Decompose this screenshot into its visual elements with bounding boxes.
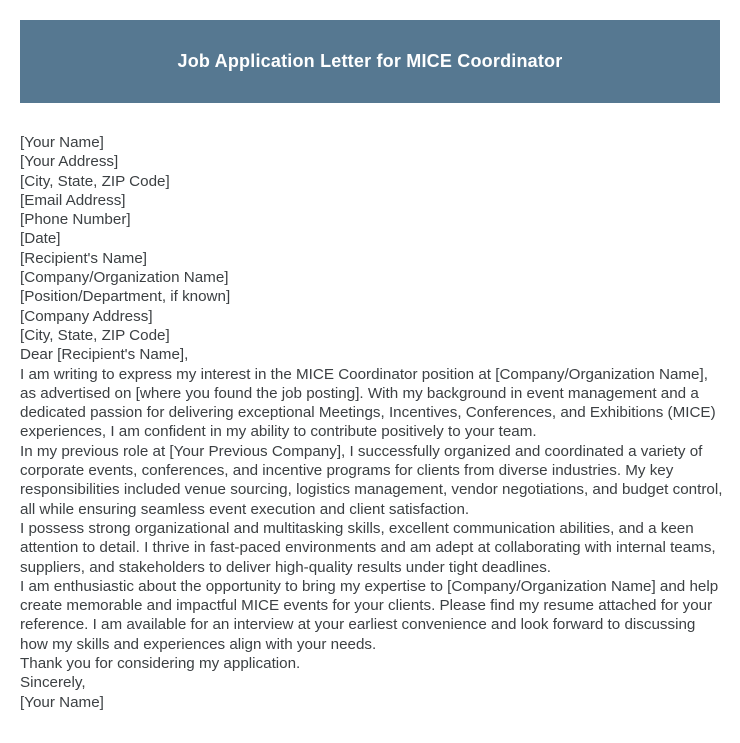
- letter-paragraph: I am writing to express my interest in the MICE Coordinator position at [Company/Organization Name], as advertised on [where you found the job posting]. With my background in event management and a dedicated passion for delivering exceptional Meetings, Incentives, Conferences, and Exhibitions (MICE) experiences, I am confident in my ability to contribute positively to your team.: [20, 365, 716, 441]
- address-line: [Recipient's Name]: [20, 249, 147, 267]
- salutation: Dear [Recipient's Name],: [20, 346, 189, 364]
- letter-paragraph: I am enthusiastic about the opportunity to bring my expertise to [Company/Organization Name] and help create memorable and impactful MICE events for your clients. Please find my resume attached for your reference. I am available for an interview at your earliest convenience and look forward to discussing how my skills and experiences align with your needs.: [20, 577, 719, 653]
- address-line: [Company/Organization Name]: [20, 269, 229, 287]
- page-title: Job Application Letter for MICE Coordinator: [177, 51, 563, 71]
- letter-paragraph: I possess strong organizational and multitasking skills, excellent communication abilities, and a keen attention to detail. I thrive in fast-paced environments and am adept at collaborating with internal teams, suppliers, and stakeholders to deliver high-quality results under tight deadlines.: [20, 519, 716, 576]
- address-line: [Phone Number]: [20, 211, 131, 229]
- letter-paragraph: In my previous role at [Your Previous Company], I successfully organized and coordinated a variety of corporate events, conferences, and incentive programs for clients from diverse industries. My key responsibilities included venue sourcing, logistics management, vendor negotiations, and budget control, all while ensuring seamless event execution and client satisfaction.: [20, 442, 723, 518]
- letter-body: [20, 133, 726, 712]
- header-banner: [20, 20, 720, 103]
- address-line: [Your Address]: [20, 153, 119, 171]
- address-line: [City, State, ZIP Code]: [20, 326, 170, 344]
- address-line: [Company Address]: [20, 307, 153, 325]
- address-line: [Email Address]: [20, 191, 126, 209]
- address-line: [Date]: [20, 230, 61, 248]
- closing-line: Thank you for considering my application.: [20, 655, 301, 673]
- address-line: [Position/Department, if known]: [20, 288, 231, 306]
- address-line: [Your Name]: [20, 134, 104, 151]
- signoff: Sincerely,: [20, 674, 86, 692]
- signature: [Your Name]: [20, 693, 104, 711]
- address-line: [City, State, ZIP Code]: [20, 172, 170, 190]
